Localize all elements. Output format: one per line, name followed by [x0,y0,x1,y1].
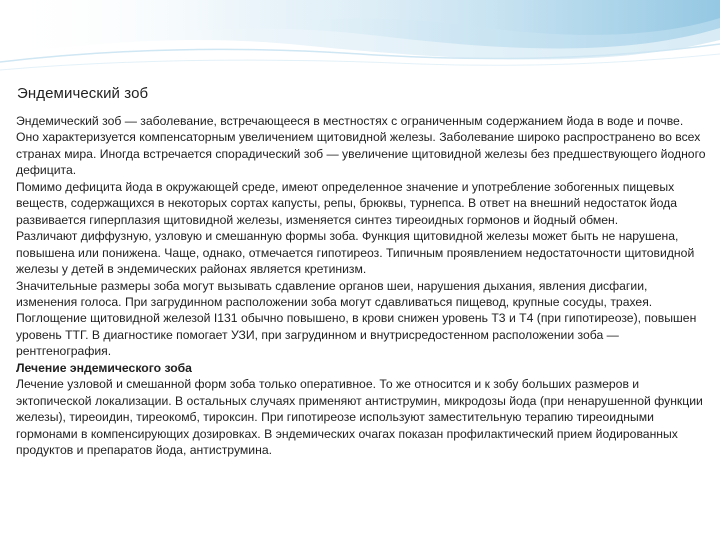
header-wave-decoration [0,0,720,78]
wave-graphic [0,0,720,78]
paragraph-definition: Эндемический зоб — заболевание, встречающееся в местностях с ограниченным содержанием йода в воде и почве. Оно характеризуется компенсаторным увеличением щитовидной железы. Заболевание широко распространено во всех странах мира. Иногда встречается спорадический зоб — увеличение щитовидной железы без предшествующего йодного дефицита. [16,114,706,178]
paragraph-complications: Значительные размеры зоба могут вызывать сдавление органов шеи, нарушения дыхания, явления дисфагии, изменения голоса. При загрудинном расположении зоба могут сдавливаться пищевод, крупные сосуды, трахея. [16,278,653,309]
slide-title: Эндемический зоб [17,85,149,102]
paragraph-treatment: Лечение узловой и смешанной форм зоба только оперативное. То же относится и к зобу больших размеров и эктопической локализации. В остальных случаях применяют антиструмин, микродозы йода (при ненарушенной функции железы), тиреоидин, тиреокомб, тироксин. При гипотиреозе используют заместительную терапию тиреоидными гормонами в компенсирующих дозировках. В эндемических очагах показан профилактический прием йодированных продуктов и препаратов йода, антиструмина. [16,377,703,458]
treatment-heading: Лечение эндемического зоба [16,360,192,375]
paragraph-diagnostics: Поглощение щитовидной железой I131 обычно повышено, в крови снижен уровень Т3 и Т4 (при гипотиреозе), повышен уровень ТТГ. В диагностике помогает УЗИ, при загрудинном и внутрисредостенном расположении зоба — рентгенография. [16,311,697,359]
paragraph-causes: Помимо дефицита йода в окружающей среде, имеют определенное значение и употребление зобогенных пищевых веществ, содержащихся в некоторых сортах капусты, репы, брюквы, турнепса. В ответ на внешний недостаток йода развивается гиперплазия щитовидной железы, изменяется синтез тиреоидных гормонов и йодный обмен. [16,179,678,227]
paragraph-forms: Различают диффузную, узловую и смешанную формы зоба. Функция щитовидной железы может быть не нарушена, повышена или понижена. Чаще, однако, отмечается гипотиреоз. Типичным проявлением недостаточности щитовидной железы у детей в эндемических районах является кретинизм. [16,229,695,277]
slide-body [16,113,708,459]
